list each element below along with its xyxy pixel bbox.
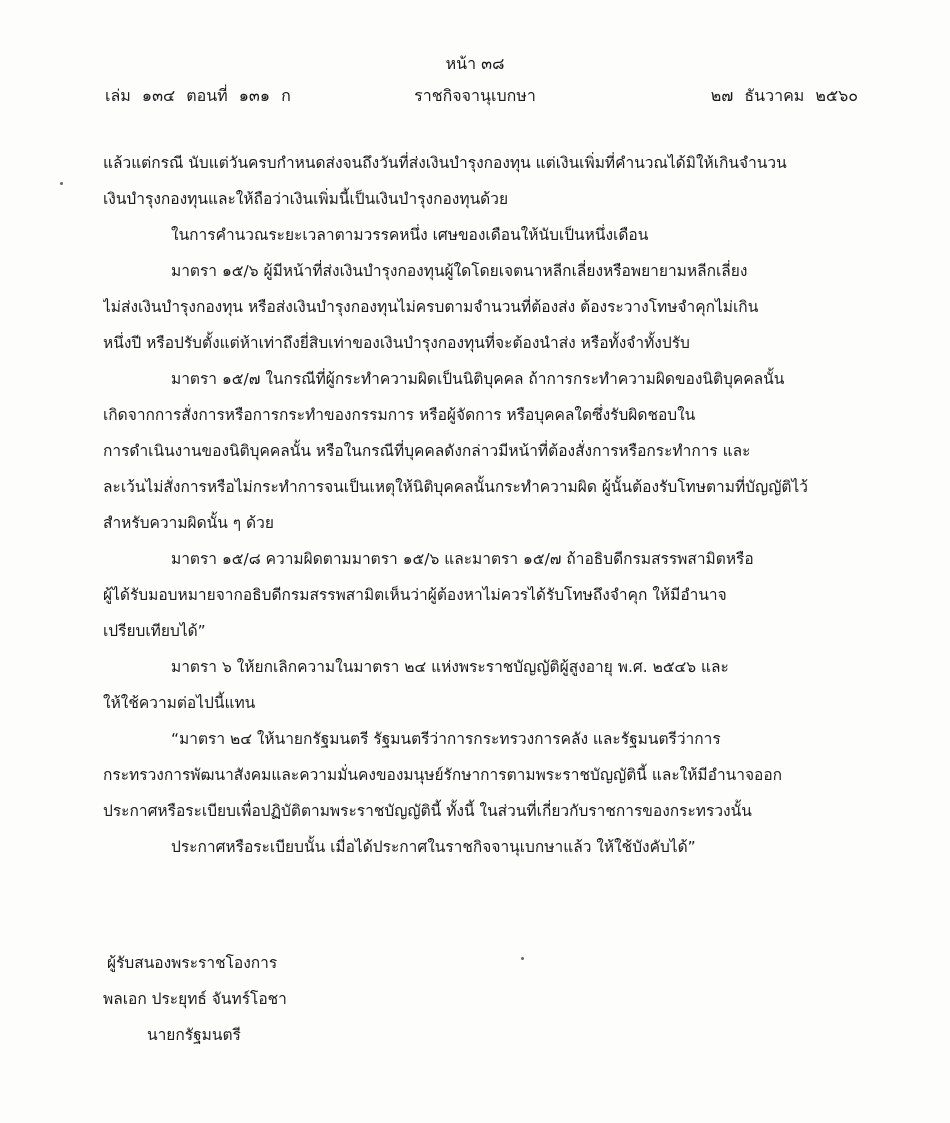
volume-issue: เล่ม ๑๓๔ ตอนที่ ๑๓๑ ก [105, 86, 291, 105]
body-line: ให้ใช้ความต่อไปนี้แทน [103, 694, 256, 712]
scan-speck [60, 182, 63, 185]
body-line: มาตรา ๑๕/๖ ผู้มีหน้าที่ส่งเงินบำรุงกองทุนผู้ใดโดยเจตนาหลีกเลี่ยงหรือพยายามหลีกเลี่ยง [171, 262, 748, 280]
countersign-label: ผู้รับสนองพระราชโองการ [107, 954, 278, 972]
signatory-name: พลเอก ประยุทธ์ จันทร์โอชา [103, 990, 287, 1008]
page-header [0, 0, 950, 120]
document-body [103, 145, 858, 865]
body-line: การดำเนินงานของนิติบุคคลนั้น หรือในกรณีที่บุคคลดังกล่าวมีหน้าที่ต้องสั่งการหรือกระทำการ และ [103, 442, 751, 460]
gazette-title: ราชกิจจานุเบกษา [414, 86, 536, 105]
page-number: หน้า ๓๘ [445, 54, 505, 73]
body-line: หนึ่งปี หรือปรับตั้งแต่ห้าเท่าถึงยี่สิบเท่าของเงินบำรุงกองทุนที่จะต้องนำส่ง หรือทั้งจำทั้งปรับ [103, 334, 690, 352]
body-line: เปรียบเทียบได้” [103, 622, 206, 640]
body-line: สำหรับความผิดนั้น ๆ ด้วย [103, 514, 274, 532]
body-line: กระทรวงการพัฒนาสังคมและความมั่นคงของมนุษย์รักษาการตามพระราชบัญญัตินี้ และให้มีอำนาจออก [103, 766, 783, 784]
publication-date: ๒๗ ธันวาคม ๒๕๖๐ [710, 86, 858, 105]
signature-block [103, 945, 503, 1053]
body-line: ผู้ได้รับมอบหมายจากอธิบดีกรมสรรพสามิตเห็นว่าผู้ต้องหาไม่ควรได้รับโทษถึงจำคุก ให้มีอำนาจ [103, 586, 727, 604]
body-line: แล้วแต่กรณี นับแต่วันครบกำหนดส่งจนถึงวันที่ส่งเงินบำรุงกองทุน แต่เงินเพิ่มที่คำนวณได้มิให้เกินจำนวน [103, 154, 787, 172]
body-line: ในการคำนวณระยะเวลาตามวรรคหนึ่ง เศษของเดือนให้นับเป็นหนึ่งเดือน [171, 226, 649, 244]
body-line: ไม่ส่งเงินบำรุงกองทุน หรือส่งเงินบำรุงกองทุนไม่ครบตามจำนวนที่ต้องส่ง ต้องระวางโทษจำคุกไม่เกิน [103, 298, 759, 316]
scan-speck [521, 957, 524, 960]
body-line: ละเว้นไม่สั่งการหรือไม่กระทำการจนเป็นเหตุให้นิติบุคคลนั้นกระทำความผิด ผู้นั้นต้องรับโทษตามที่บัญญัติไว้ [103, 478, 809, 496]
body-line: เกิดจากการสั่งการหรือการกระทำของกรรมการ หรือผู้จัดการ หรือบุคคลใดซึ่งรับผิดชอบใน [103, 406, 696, 424]
body-line: “มาตรา ๒๔ ให้นายกรัฐมนตรี รัฐมนตรีว่าการกระทรวงการคลัง และรัฐมนตรีว่าการ [171, 730, 721, 748]
body-line: ประกาศหรือระเบียบนั้น เมื่อได้ประกาศในราชกิจจานุเบกษาแล้ว ให้ใช้บังคับได้” [171, 838, 696, 856]
body-line: เงินบำรุงกองทุนและให้ถือว่าเงินเพิ่มนี้เป็นเงินบำรุงกองทุนด้วย [103, 190, 509, 208]
body-line: มาตรา ๖ ให้ยกเลิกความในมาตรา ๒๔ แห่งพระราชบัญญัติผู้สูงอายุ พ.ศ. ๒๕๔๖ และ [171, 658, 729, 676]
signatory-position: นายกรัฐมนตรี [147, 1026, 241, 1044]
body-line: ประกาศหรือระเบียบเพื่อปฏิบัติตามพระราชบัญญัตินี้ ทั้งนี้ ในส่วนที่เกี่ยวกับราชการของกระทรวงนั้น [103, 802, 752, 820]
body-line: มาตรา ๑๕/๘ ความผิดตามมาตรา ๑๕/๖ และมาตรา ๑๕/๗ ถ้าอธิบดีกรมสรรพสามิตหรือ [171, 550, 754, 568]
body-line: มาตรา ๑๕/๗ ในกรณีที่ผู้กระทำความผิดเป็นนิติบุคคล ถ้าการกระทำความผิดของนิติบุคคลนั้น [171, 370, 785, 388]
